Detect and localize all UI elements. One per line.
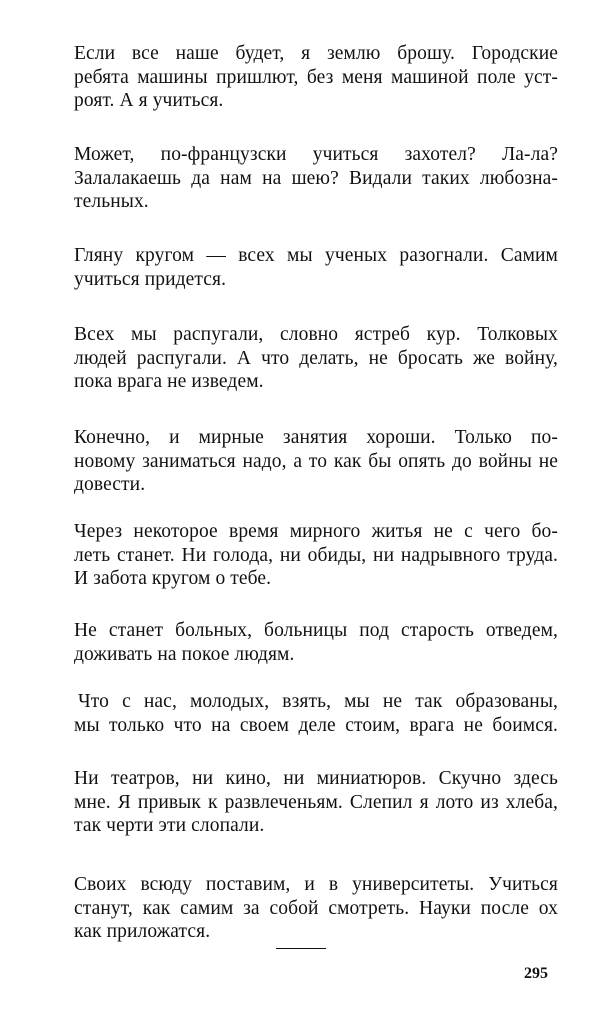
- text-line: мы только что на своем деле стоим, врага не боимся.: [74, 714, 558, 736]
- paragraph-8: [74, 690, 558, 737]
- text-line: Не станет больных, больницы под старость отведем,: [74, 620, 558, 641]
- text-line: Может, по-французски учиться захотел? Ла-ла?: [74, 144, 558, 165]
- text-line: Конечно, и мирные занятия хороши. Только по-: [74, 427, 558, 448]
- text-line: пока врага не изведем.: [74, 371, 264, 392]
- text-line: тельных.: [74, 191, 149, 212]
- paragraph-9: [74, 767, 558, 838]
- paragraph-5: [74, 426, 558, 497]
- paragraph-10: [74, 873, 558, 944]
- text-line: ребята машины пришлют, без меня машиной поле уст-: [74, 66, 558, 88]
- text-line: леть станет. Ни голода, ни обиды, ни надрывного труда.: [74, 544, 558, 566]
- paragraph-6: [74, 520, 558, 591]
- text-line: мне. Я привык к развлеченьям. Слепил я лото из хлеба,: [74, 791, 558, 813]
- text-line: Своих всюду поставим, и в университеты. Учиться: [74, 874, 558, 895]
- text-line: Через некоторое время мирного житья не с чего бо-: [74, 521, 558, 542]
- page-number: 295: [524, 965, 548, 982]
- text-line: Если все наше будет, я землю брошу. Городские: [74, 43, 558, 64]
- text-line: так черти эти слопали.: [74, 815, 265, 836]
- paragraph-3: [74, 244, 558, 291]
- section-divider: [276, 948, 326, 949]
- text-line: новому заниматься надо, а то как бы опять до войны не: [74, 450, 558, 472]
- paragraph-4: [74, 323, 558, 394]
- text-line: Ни театров, ни кино, ни миниатюров. Скучно здесь: [74, 768, 558, 789]
- text-line: как приложатся.: [74, 921, 211, 942]
- text-line: И забота кругом о тебе.: [74, 568, 272, 589]
- text-line: роят. А я учиться.: [74, 90, 224, 111]
- text-line: Что с нас, молодых, взять, мы не так образованы,: [78, 691, 558, 712]
- text-line: Всех мы распугали, словно ястреб кур. Толковых: [74, 324, 558, 345]
- text-line: учиться придется.: [74, 268, 227, 290]
- text-line: доживать на покое людям.: [74, 643, 295, 665]
- paragraph-1: [74, 42, 558, 113]
- paragraph-7: [74, 619, 558, 666]
- text-line: довести.: [74, 474, 146, 495]
- text-line: Гляну кругом — всех мы ученых разогнали. Самим: [74, 245, 558, 266]
- text-line: Залалакаешь да нам на шею? Видали таких любозна-: [74, 167, 558, 189]
- text-line: станут, как самим за собой смотреть. Науки после ох: [74, 897, 558, 919]
- text-line: людей распугали. А что делать, не бросать же войну,: [74, 347, 558, 369]
- paragraph-2: [74, 143, 558, 214]
